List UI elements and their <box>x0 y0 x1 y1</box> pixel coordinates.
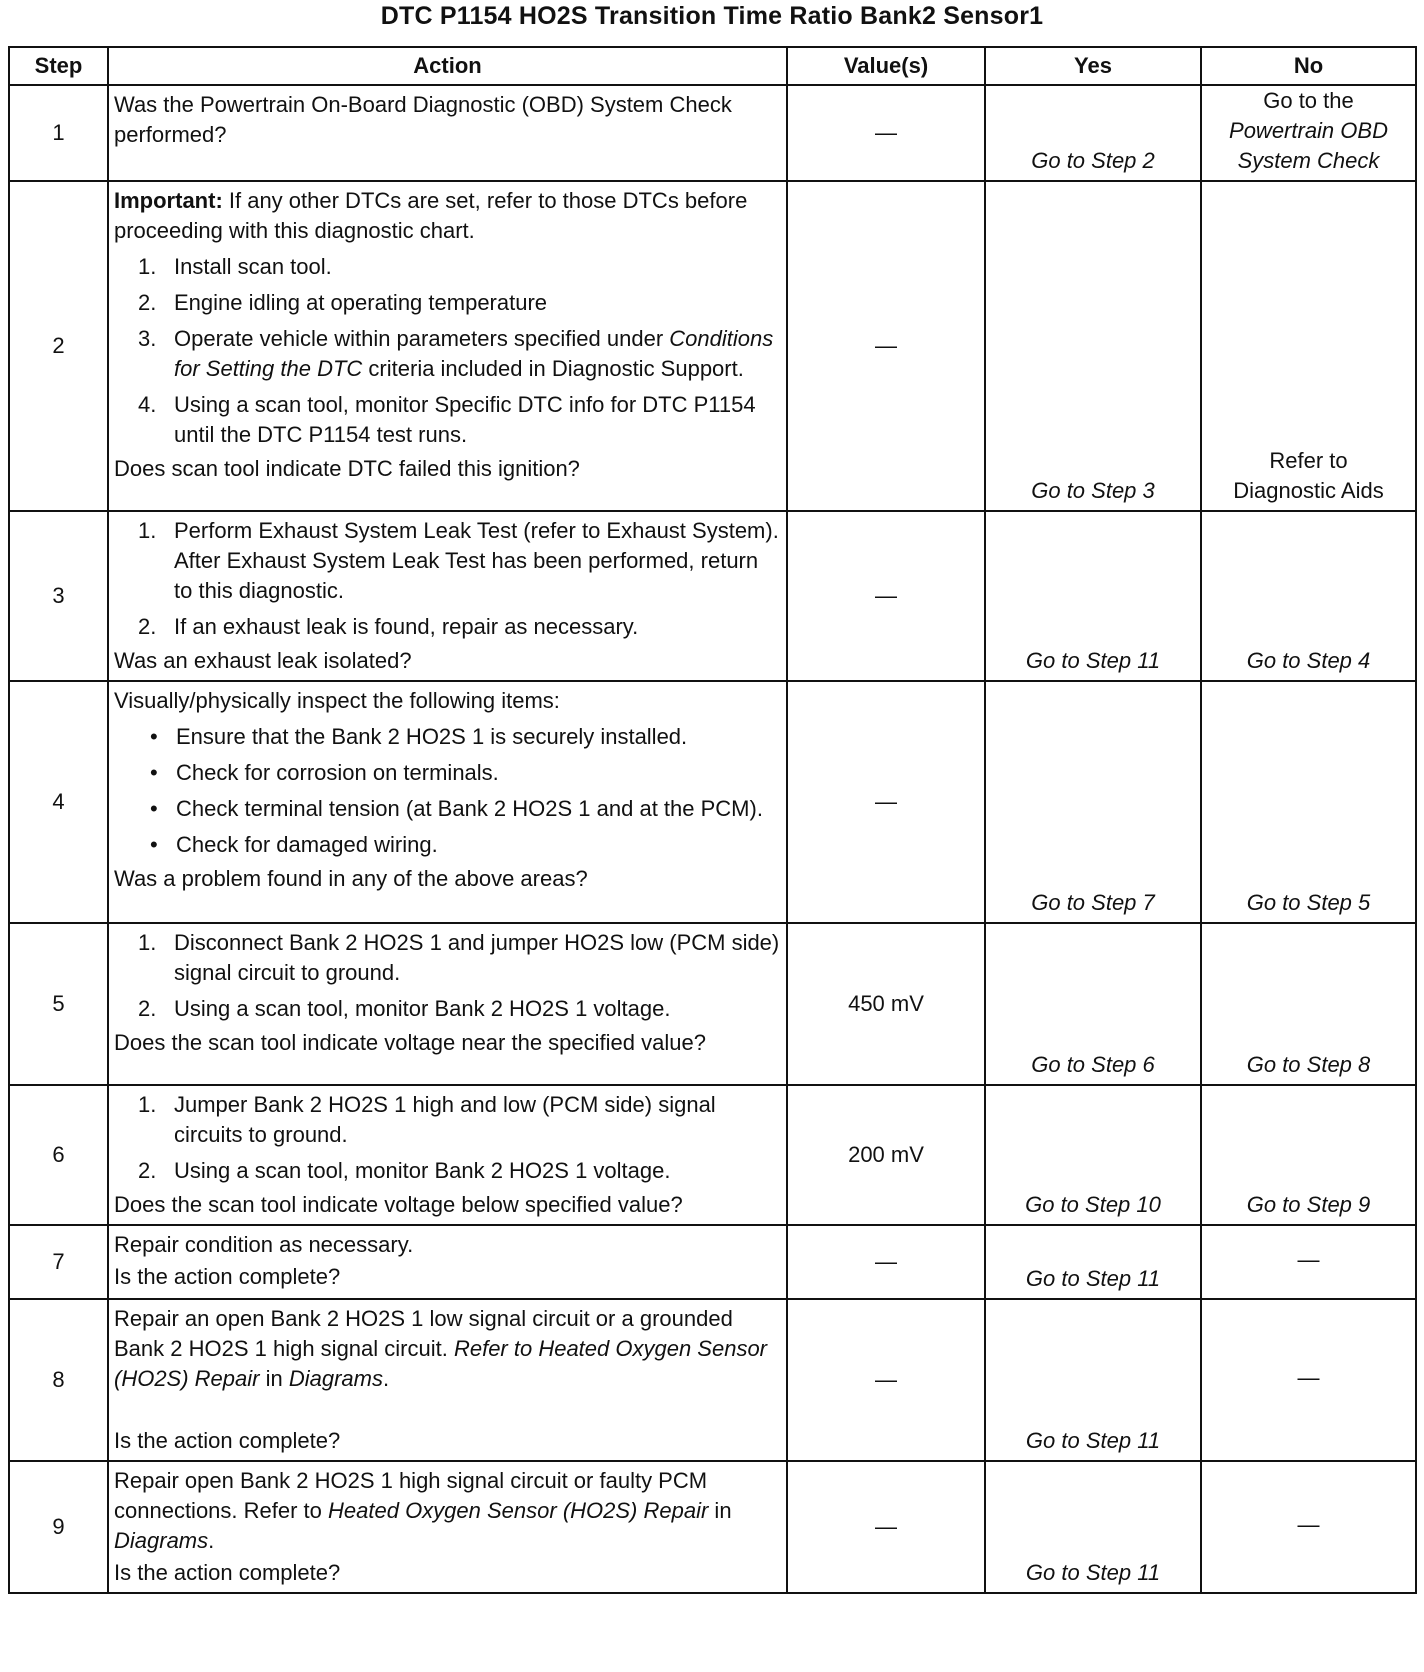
table-row <box>9 511 1416 681</box>
numbered-item: 2. Using a scan tool, monitor Bank 2 HO2S 1 voltage. <box>138 1158 671 1183</box>
action-cell <box>108 681 787 923</box>
action-question: Was a problem found in any of the above areas? <box>114 866 588 891</box>
yes-cell: Go to Step 6 <box>985 923 1201 1085</box>
value-cell: — <box>787 85 985 181</box>
action-text-in: in <box>708 1498 732 1523</box>
table-row <box>9 1085 1416 1225</box>
no-cell: — <box>1201 1461 1416 1593</box>
yes-cell: Go to Step 2 <box>985 85 1201 181</box>
numbered-item: 3. Operate vehicle within parameters specified under Conditions for Setting the DTC criteria included in Diagnostic Support. <box>138 326 774 381</box>
yes-cell: Go to Step 11 <box>985 1225 1201 1299</box>
header-row <box>9 47 1416 85</box>
no-cell: Go to Step 9 <box>1201 1085 1416 1225</box>
yes-cell: Go to Step 7 <box>985 681 1201 923</box>
no-line: Diagnostic Aids <box>1233 478 1384 503</box>
yes-cell: Go to Step 10 <box>985 1085 1201 1225</box>
numbered-item: 2. If an exhaust leak is found, repair as necessary. <box>138 614 639 639</box>
step-number: 2 <box>9 181 108 511</box>
action-text-in: in <box>259 1366 289 1391</box>
step-number: 5 <box>9 923 108 1085</box>
page-title: DTC P1154 HO2S Transition Time Ratio Bank2 Sensor1 <box>380 2 1044 30</box>
value-cell: — <box>787 1461 985 1593</box>
no-cell <box>1201 85 1416 181</box>
yes-cell: Go to Step 3 <box>985 181 1201 511</box>
table-row <box>9 181 1416 511</box>
no-cell: Go to Step 4 <box>1201 511 1416 681</box>
value-cell: — <box>787 1299 985 1461</box>
action-reference: Heated Oxygen Sensor (HO2S) Repair <box>328 1498 709 1523</box>
action-reference: Refer to Heated Oxygen Sensor (HO2S) Repair <box>114 1336 768 1391</box>
numbered-item: 2. Engine idling at operating temperature <box>138 290 548 315</box>
header-action: Action <box>108 47 787 85</box>
action-text: Repair open Bank 2 HO2S 1 high signal circuit or faulty PCM connections. Refer to <box>114 1468 708 1523</box>
step-number: 8 <box>9 1299 108 1461</box>
step-number: 9 <box>9 1461 108 1593</box>
action-cell <box>108 181 787 511</box>
action-cell <box>108 923 787 1085</box>
bullet-item: • Check terminal tension (at Bank 2 HO2S 1 and at the PCM). <box>150 796 763 821</box>
action-question: Does the scan tool indicate voltage below specified value? <box>114 1192 683 1217</box>
action-reference: Diagrams <box>114 1528 209 1553</box>
action-question: Was an exhaust leak isolated? <box>114 648 412 673</box>
yes-cell: Go to Step 11 <box>985 511 1201 681</box>
value-cell: 200 mV <box>787 1085 985 1225</box>
yes-cell: Go to Step 11 <box>985 1299 1201 1461</box>
action-cell <box>108 1085 787 1225</box>
no-cell: Go to Step 8 <box>1201 923 1416 1085</box>
value-cell: — <box>787 1225 985 1299</box>
table-row <box>9 681 1416 923</box>
action-reference: Diagrams <box>288 1366 383 1391</box>
step-number: 4 <box>9 681 108 923</box>
no-line: Powertrain OBD <box>1229 118 1388 143</box>
action-intro: Visually/physically inspect the following items: <box>114 688 560 713</box>
action-question: Was the Powertrain On-Board Diagnostic (OBD) System Check performed? <box>114 92 732 147</box>
action-question: Is the action complete? <box>114 1560 341 1585</box>
value-cell: — <box>787 681 985 923</box>
action-cell <box>108 1461 787 1593</box>
important-text: If any other DTCs are set, refer to those DTCs before proceeding with this diagnostic chart. <box>114 188 748 243</box>
important-label: Important: <box>114 188 223 213</box>
table-row <box>9 923 1416 1085</box>
yes-cell: Go to Step 11 <box>985 1461 1201 1593</box>
value-cell: — <box>787 181 985 511</box>
no-line: Go to the <box>1263 88 1354 113</box>
table-row <box>9 85 1416 181</box>
no-line: System Check <box>1237 148 1380 173</box>
table-row <box>9 1299 1416 1461</box>
action-question: Is the action complete? <box>114 1428 341 1453</box>
value-cell: — <box>787 511 985 681</box>
bullet-item: • Check for corrosion on terminals. <box>150 760 499 785</box>
numbered-item: 1. Disconnect Bank 2 HO2S 1 and jumper HO2S low (PCM side) signal circuit to ground. <box>138 930 780 985</box>
header-yes: Yes <box>985 47 1201 85</box>
action-cell <box>108 1225 787 1299</box>
no-cell: Go to Step 5 <box>1201 681 1416 923</box>
step-number: 7 <box>9 1225 108 1299</box>
table-row <box>9 1461 1416 1593</box>
header-value: Value(s) <box>787 47 985 85</box>
action-cell <box>108 1299 787 1461</box>
no-cell: — <box>1201 1225 1416 1299</box>
action-text-dot: . <box>208 1528 215 1553</box>
header-no: No <box>1201 47 1416 85</box>
numbered-item: 1. Perform Exhaust System Leak Test (refer to Exhaust System). After Exhaust System Leak Test has been performed, return to this diagnostic. <box>138 518 779 603</box>
value-cell: 450 mV <box>787 923 985 1085</box>
action-text-dot: . <box>382 1366 390 1391</box>
action-cell <box>108 85 787 181</box>
no-cell <box>1201 181 1416 511</box>
bullet-item: • Ensure that the Bank 2 HO2S 1 is securely installed. <box>150 724 688 749</box>
action-cell <box>108 511 787 681</box>
numbered-item: 4. Using a scan tool, monitor Specific DTC info for DTC P1154 until the DTC P1154 test runs. <box>138 392 756 447</box>
action-text: Repair condition as necessary. <box>114 1232 414 1257</box>
action-question: Is the action complete? <box>114 1264 341 1289</box>
step-number: 6 <box>9 1085 108 1225</box>
action-question: Does the scan tool indicate voltage near the specified value? <box>114 1030 706 1055</box>
header-step: Step <box>9 47 108 85</box>
numbered-item: 2. Using a scan tool, monitor Bank 2 HO2S 1 voltage. <box>138 996 671 1021</box>
no-cell: — <box>1201 1299 1416 1461</box>
bullet-item: • Check for damaged wiring. <box>150 832 438 857</box>
numbered-item: 1. Jumper Bank 2 HO2S 1 high and low (PCM side) signal circuits to ground. <box>138 1092 716 1147</box>
action-question: Does scan tool indicate DTC failed this ignition? <box>114 456 580 481</box>
table-row <box>9 1225 1416 1299</box>
no-line: Refer to <box>1269 448 1348 473</box>
step-number: 3 <box>9 511 108 681</box>
numbered-item: 1. Install scan tool. <box>138 254 332 279</box>
diagnostic-table <box>8 46 1417 1594</box>
action-text: Repair an open Bank 2 HO2S 1 low signal circuit or a grounded Bank 2 HO2S 1 high signal circuit. <box>114 1306 733 1361</box>
step-number: 1 <box>9 85 108 181</box>
